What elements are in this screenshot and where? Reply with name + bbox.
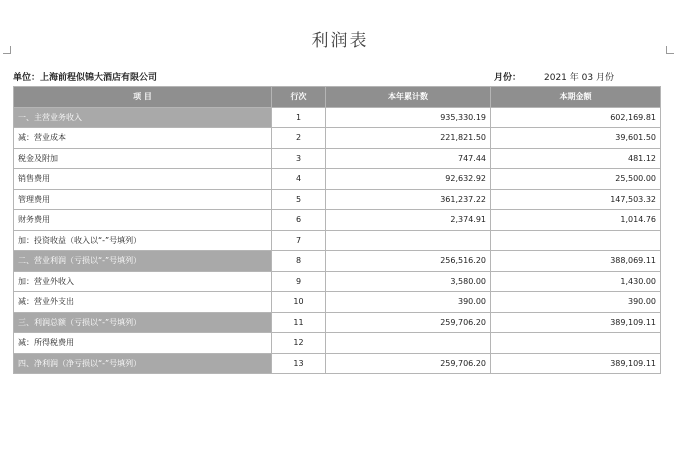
ytd-amount-cell: 3,580.00 — [326, 271, 491, 292]
period-amount-cell — [491, 333, 661, 354]
period-amount-cell: 25,500.00 — [491, 169, 661, 190]
item-cell: 税金及附加 — [14, 148, 272, 169]
item-cell: 减：所得税费用 — [14, 333, 272, 354]
table-row — [14, 271, 661, 292]
period-amount-cell: 481.12 — [491, 148, 661, 169]
table-row — [14, 230, 661, 251]
item-cell: 管理费用 — [14, 189, 272, 210]
table-row — [14, 251, 661, 272]
ytd-amount-cell: 747.44 — [326, 148, 491, 169]
period-amount-cell: 388,069.11 — [491, 251, 661, 272]
row-number-cell: 4 — [272, 169, 326, 190]
item-cell: 一、主营业务收入 — [14, 107, 272, 128]
period-amount-cell: 1,014.76 — [491, 210, 661, 231]
row-number-cell: 10 — [272, 292, 326, 313]
table-row — [14, 148, 661, 169]
row-number-cell: 7 — [272, 230, 326, 251]
ytd-amount-cell: 390.00 — [326, 292, 491, 313]
item-cell: 加：营业外收入 — [14, 271, 272, 292]
month-label: 月份： — [494, 73, 522, 83]
ytd-amount-cell: 221,821.50 — [326, 128, 491, 149]
ytd-amount-cell: 2,374.91 — [326, 210, 491, 231]
header-ytd: 本年累计数 — [326, 87, 491, 108]
ytd-amount-cell: 92,632.92 — [326, 169, 491, 190]
period-amount-cell: 39,601.50 — [491, 128, 661, 149]
period-amount-cell: 390.00 — [491, 292, 661, 313]
item-cell: 四、净利润（净亏损以“-”号填列） — [14, 353, 272, 374]
ytd-amount-cell — [326, 230, 491, 251]
item-cell: 三、利润总额（亏损以“-”号填列） — [14, 312, 272, 333]
table-row — [14, 292, 661, 313]
table-row — [14, 128, 661, 149]
row-number-cell: 2 — [272, 128, 326, 149]
period-amount-cell: 389,109.11 — [491, 353, 661, 374]
header-item: 项 目 — [14, 87, 272, 108]
table-row — [14, 353, 661, 374]
row-number-cell: 1 — [272, 107, 326, 128]
item-cell: 减：营业成本 — [14, 128, 272, 149]
period-amount-cell: 1,430.00 — [491, 271, 661, 292]
ytd-amount-cell: 361,237.22 — [326, 189, 491, 210]
period-amount-cell: 389,109.11 — [491, 312, 661, 333]
income-statement-table — [13, 86, 661, 374]
item-cell: 财务费用 — [14, 210, 272, 231]
table-row — [14, 107, 661, 128]
table-row — [14, 210, 661, 231]
item-cell: 减：营业外支出 — [14, 292, 272, 313]
table-row — [14, 169, 661, 190]
period-amount-cell — [491, 230, 661, 251]
row-number-cell: 8 — [272, 251, 326, 272]
page-title: 利润表 — [311, 31, 369, 51]
row-number-cell: 5 — [272, 189, 326, 210]
table-row — [14, 189, 661, 210]
month-value: 2021 年 03 月份 — [544, 73, 614, 83]
row-number-cell: 13 — [272, 353, 326, 374]
header-period: 本期金额 — [491, 87, 661, 108]
ytd-amount-cell: 935,330.19 — [326, 107, 491, 128]
unit-label: 单位：上海前程似锦大酒店有限公司 — [13, 73, 158, 83]
row-number-cell: 9 — [272, 271, 326, 292]
table-row — [14, 333, 661, 354]
ytd-amount-cell — [326, 333, 491, 354]
ytd-amount-cell: 256,516.20 — [326, 251, 491, 272]
period-amount-cell: 602,169.81 — [491, 107, 661, 128]
row-number-cell: 12 — [272, 333, 326, 354]
row-number-cell: 6 — [272, 210, 326, 231]
page-corner-mark-right — [666, 46, 674, 54]
ytd-amount-cell: 259,706.20 — [326, 353, 491, 374]
item-cell: 销售费用 — [14, 169, 272, 190]
row-number-cell: 11 — [272, 312, 326, 333]
header-row-no: 行次 — [272, 87, 326, 108]
row-number-cell: 3 — [272, 148, 326, 169]
period-amount-cell: 147,503.32 — [491, 189, 661, 210]
table-header-row — [14, 87, 661, 108]
item-cell: 二、营业利润（亏损以“-”号填列） — [14, 251, 272, 272]
page-corner-mark-left — [3, 46, 11, 54]
ytd-amount-cell: 259,706.20 — [326, 312, 491, 333]
item-cell: 加：投资收益（收入以“-”号填列） — [14, 230, 272, 251]
table-row — [14, 312, 661, 333]
